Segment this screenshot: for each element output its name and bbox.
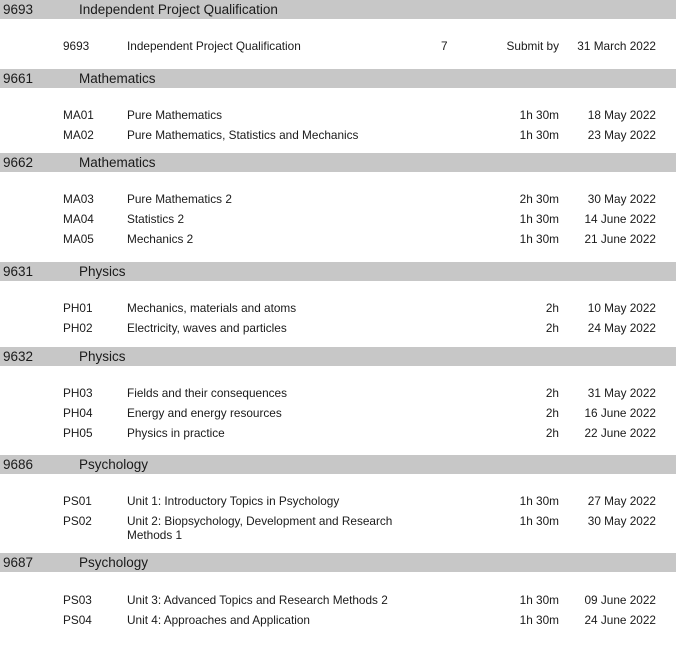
- unit-duration: 1h 30m: [519, 593, 559, 607]
- section-header: [0, 262, 676, 281]
- section-code: 9632: [3, 349, 34, 364]
- unit-code: PS04: [63, 613, 92, 627]
- unit-duration: 1h 30m: [519, 613, 559, 627]
- unit-title: Mechanics, materials and atoms: [127, 301, 297, 315]
- unit-title: Mechanics 2: [127, 232, 194, 246]
- unit-title: Energy and energy resources: [127, 406, 282, 420]
- unit-code: MA04: [63, 212, 94, 226]
- section-title: Physics: [79, 349, 126, 364]
- unit-code: PH04: [63, 406, 93, 420]
- unit-duration: 1h 30m: [519, 514, 559, 528]
- unit-code: MA05: [63, 232, 94, 246]
- unit-date: 18 May 2022: [587, 108, 656, 122]
- section-code: 9693: [3, 2, 34, 17]
- section-header: [0, 553, 676, 572]
- unit-extra: 7: [441, 39, 448, 53]
- unit-code: PH05: [63, 426, 93, 440]
- unit-code: MA02: [63, 128, 94, 142]
- section-title: Physics: [79, 264, 126, 279]
- unit-date: 30 May 2022: [587, 192, 656, 206]
- unit-title: Pure Mathematics: [127, 108, 223, 122]
- unit-title: Statistics 2: [127, 212, 185, 226]
- unit-date: 10 May 2022: [587, 301, 656, 315]
- unit-title: Fields and their consequences: [127, 386, 288, 400]
- unit-date: 30 May 2022: [587, 514, 656, 528]
- unit-date: 27 May 2022: [587, 494, 656, 508]
- section-header: [0, 455, 676, 474]
- unit-code: PS02: [63, 514, 92, 528]
- unit-date: 14 June 2022: [584, 212, 656, 226]
- section-title: Mathematics: [79, 155, 156, 170]
- unit-duration: 1h 30m: [519, 108, 559, 122]
- section-code: 9662: [3, 155, 34, 170]
- unit-code: MA01: [63, 108, 94, 122]
- section-header: [0, 0, 676, 19]
- unit-code: PS03: [63, 593, 92, 607]
- unit-date: 23 May 2022: [587, 128, 656, 142]
- unit-code: PH01: [63, 301, 93, 315]
- section-title: Psychology: [79, 457, 149, 472]
- unit-title: Unit 4: Approaches and Application: [127, 613, 310, 627]
- unit-date: 09 June 2022: [584, 593, 656, 607]
- unit-title: Independent Project Qualification: [127, 39, 301, 53]
- section-header: [0, 69, 676, 88]
- unit-date: 31 March 2022: [577, 39, 656, 53]
- unit-date: 24 June 2022: [584, 613, 656, 627]
- unit-title: Unit 2: Biopsychology, Development and Research Methods 1: [127, 514, 393, 542]
- unit-duration: 2h: [545, 321, 559, 335]
- section-code: 9686: [3, 457, 34, 472]
- section-code: 9661: [3, 71, 34, 86]
- unit-duration: 2h: [545, 386, 559, 400]
- unit-duration: 2h: [545, 301, 559, 315]
- unit-duration: 1h 30m: [519, 128, 559, 142]
- unit-date: 21 June 2022: [584, 232, 656, 246]
- unit-duration: 2h: [545, 406, 559, 420]
- unit-duration: 1h 30m: [519, 212, 559, 226]
- unit-duration: 1h 30m: [519, 232, 559, 246]
- unit-title: Pure Mathematics, Statistics and Mechanics: [127, 128, 359, 142]
- unit-title: Unit 3: Advanced Topics and Research Methods 2: [127, 593, 388, 607]
- unit-code: PH03: [63, 386, 93, 400]
- unit-duration: Submit by: [506, 39, 559, 53]
- unit-title: Electricity, waves and particles: [127, 321, 287, 335]
- section-title: Mathematics: [79, 71, 156, 86]
- unit-date: 24 May 2022: [587, 321, 656, 335]
- unit-code: PH02: [63, 321, 93, 335]
- unit-date: 22 June 2022: [584, 426, 656, 440]
- unit-duration: 2h 30m: [519, 192, 559, 206]
- section-code: 9687: [3, 555, 34, 570]
- unit-title: Pure Mathematics 2: [127, 192, 232, 206]
- unit-date: 16 June 2022: [584, 406, 656, 420]
- unit-title: Physics in practice: [127, 426, 225, 440]
- section-header: [0, 347, 676, 366]
- unit-title: Unit 1: Introductory Topics in Psychology: [127, 494, 340, 508]
- section-title: Independent Project Qualification: [79, 2, 278, 17]
- section-title: Psychology: [79, 555, 149, 570]
- unit-date: 31 May 2022: [587, 386, 656, 400]
- unit-code: 9693: [63, 39, 90, 53]
- unit-duration: 1h 30m: [519, 494, 559, 508]
- section-header: [0, 153, 676, 172]
- section-code: 9631: [3, 264, 34, 279]
- unit-code: PS01: [63, 494, 92, 508]
- unit-code: MA03: [63, 192, 94, 206]
- unit-duration: 2h: [545, 426, 559, 440]
